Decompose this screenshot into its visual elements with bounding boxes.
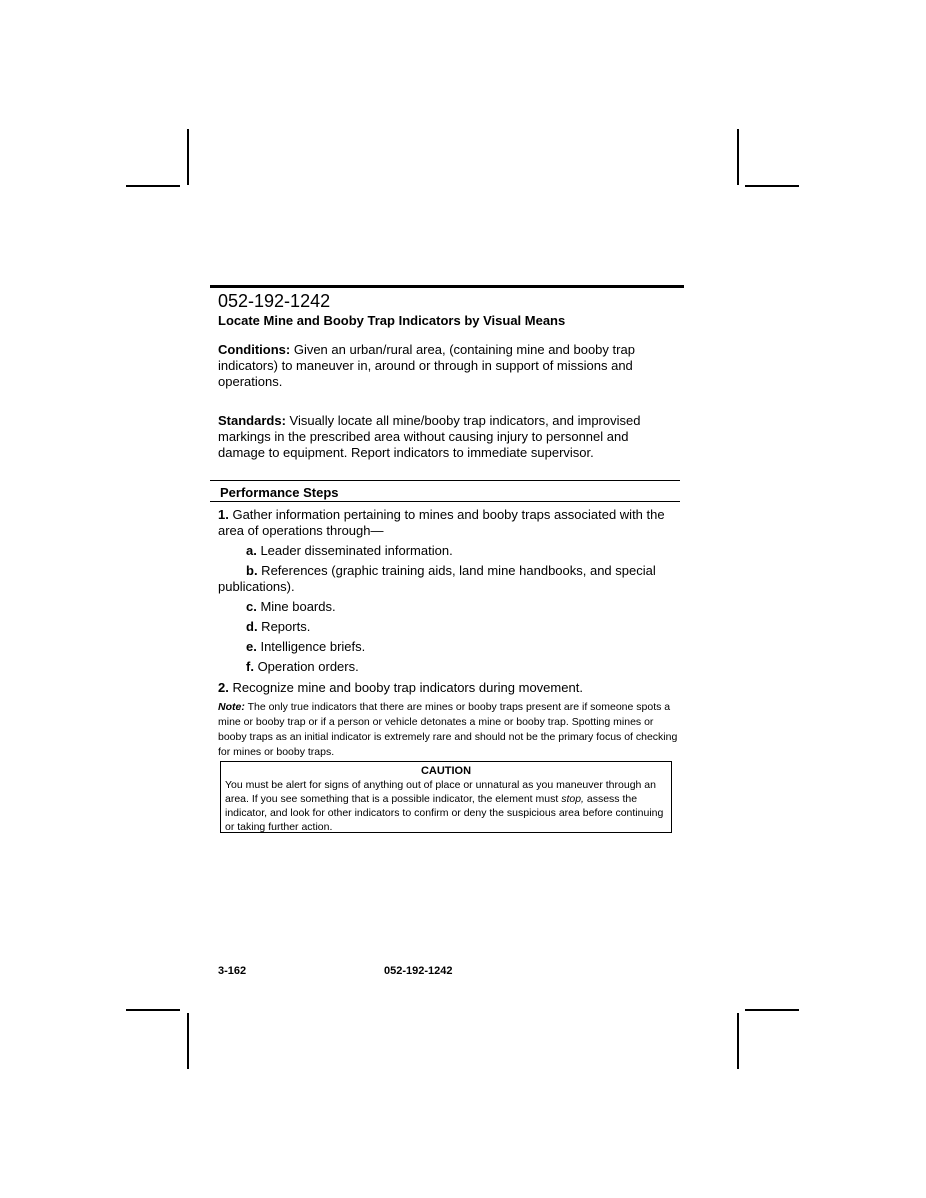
crop-mark-bottom-left-horizontal (126, 1009, 180, 1011)
step-1b-letter: b. (246, 563, 258, 578)
crop-mark-bottom-right-horizontal (745, 1009, 799, 1011)
note-paragraph (218, 700, 680, 760)
performance-steps-bottom-rule (210, 501, 680, 502)
crop-mark-top-left-horizontal (126, 185, 180, 187)
step-1f (246, 659, 678, 675)
caution-text-emphasis: stop, (561, 793, 584, 805)
step-1-number: 1. (218, 507, 229, 522)
step-2 (218, 680, 678, 696)
step-2-text: Recognize mine and booby trap indicators during movement. (228, 680, 583, 695)
conditions-paragraph (218, 342, 676, 390)
step-1c-text: Mine boards. (256, 599, 336, 614)
step-1e-letter: e. (246, 639, 257, 654)
header-rule (210, 285, 684, 288)
standards-label: Standards: (218, 413, 286, 428)
crop-mark-top-right-vertical (737, 129, 739, 185)
crop-mark-top-right-horizontal (745, 185, 799, 187)
conditions-label: Conditions: (218, 342, 291, 357)
caution-title: CAUTION (420, 765, 472, 777)
caution-text-after: assess the indicator, and look for other indicators to confirm or deny the suspicious area before continuing or taking further action. (225, 793, 664, 833)
step-1d-text: Reports. (257, 619, 311, 634)
conditions-text: Given an urban/rural area, (containing mine and booby trap indicators) to maneuver in, around or through in support of missions and operations. (218, 342, 635, 389)
step-1e (246, 639, 678, 655)
step-1-text: Gather information pertaining to mines and booby traps associated with the area of operations through— (218, 507, 665, 538)
caution-box (220, 761, 672, 833)
note-label: Note: (218, 701, 245, 713)
standards-paragraph (218, 413, 676, 461)
standards-text: Visually locate all mine/booby trap indicators, and improvised markings in the prescribed area without causing injury to personnel and damage to equipment. Report indicators to immediate supervisor. (218, 413, 641, 460)
caution-text-before: You must be alert for signs of anything out of place or unnatural as you maneuver through an area. If you see something that is a possible indicator, the element must (225, 779, 656, 805)
step-1d-letter: d. (246, 619, 258, 634)
step-1f-letter: f. (246, 659, 254, 674)
crop-mark-top-left-vertical (187, 129, 189, 185)
step-1f-text: Operation orders. (253, 659, 359, 674)
task-number: 052-192-1242 (218, 291, 331, 311)
step-1e-text: Intelligence briefs. (256, 639, 366, 654)
caution-text (225, 778, 667, 834)
step-2-number: 2. (218, 680, 229, 695)
crop-mark-bottom-right-vertical (737, 1013, 739, 1069)
crop-mark-bottom-left-vertical (187, 1013, 189, 1069)
step-1d (246, 619, 678, 635)
step-1a-letter: a. (246, 543, 257, 558)
footer-page-number: 3-162 (218, 965, 247, 977)
step-1 (218, 507, 678, 539)
step-1b-text: References (graphic training aids, land mine handbooks, and special publications). (218, 563, 656, 594)
performance-steps-header: Performance Steps (220, 485, 339, 500)
performance-steps-top-rule (210, 480, 680, 481)
step-1c-letter: c. (246, 599, 257, 614)
note-text: The only true indicators that there are mines or booby traps present are if someone spots a mine or booby trap or if a person or vehicle detonates a mine or booby trap. Spotting mines or booby traps as an initial indicator is extremely rare and should not be the primary focus of checking for mines or booby traps. (218, 701, 678, 758)
task-title: Locate Mine and Booby Trap Indicators by Visual Means (218, 313, 566, 328)
step-1b (218, 563, 678, 595)
step-1c (246, 599, 678, 615)
step-1a-text: Leader disseminated information. (256, 543, 453, 558)
step-1a (246, 543, 678, 559)
footer-task-number: 052-192-1242 (384, 965, 453, 977)
